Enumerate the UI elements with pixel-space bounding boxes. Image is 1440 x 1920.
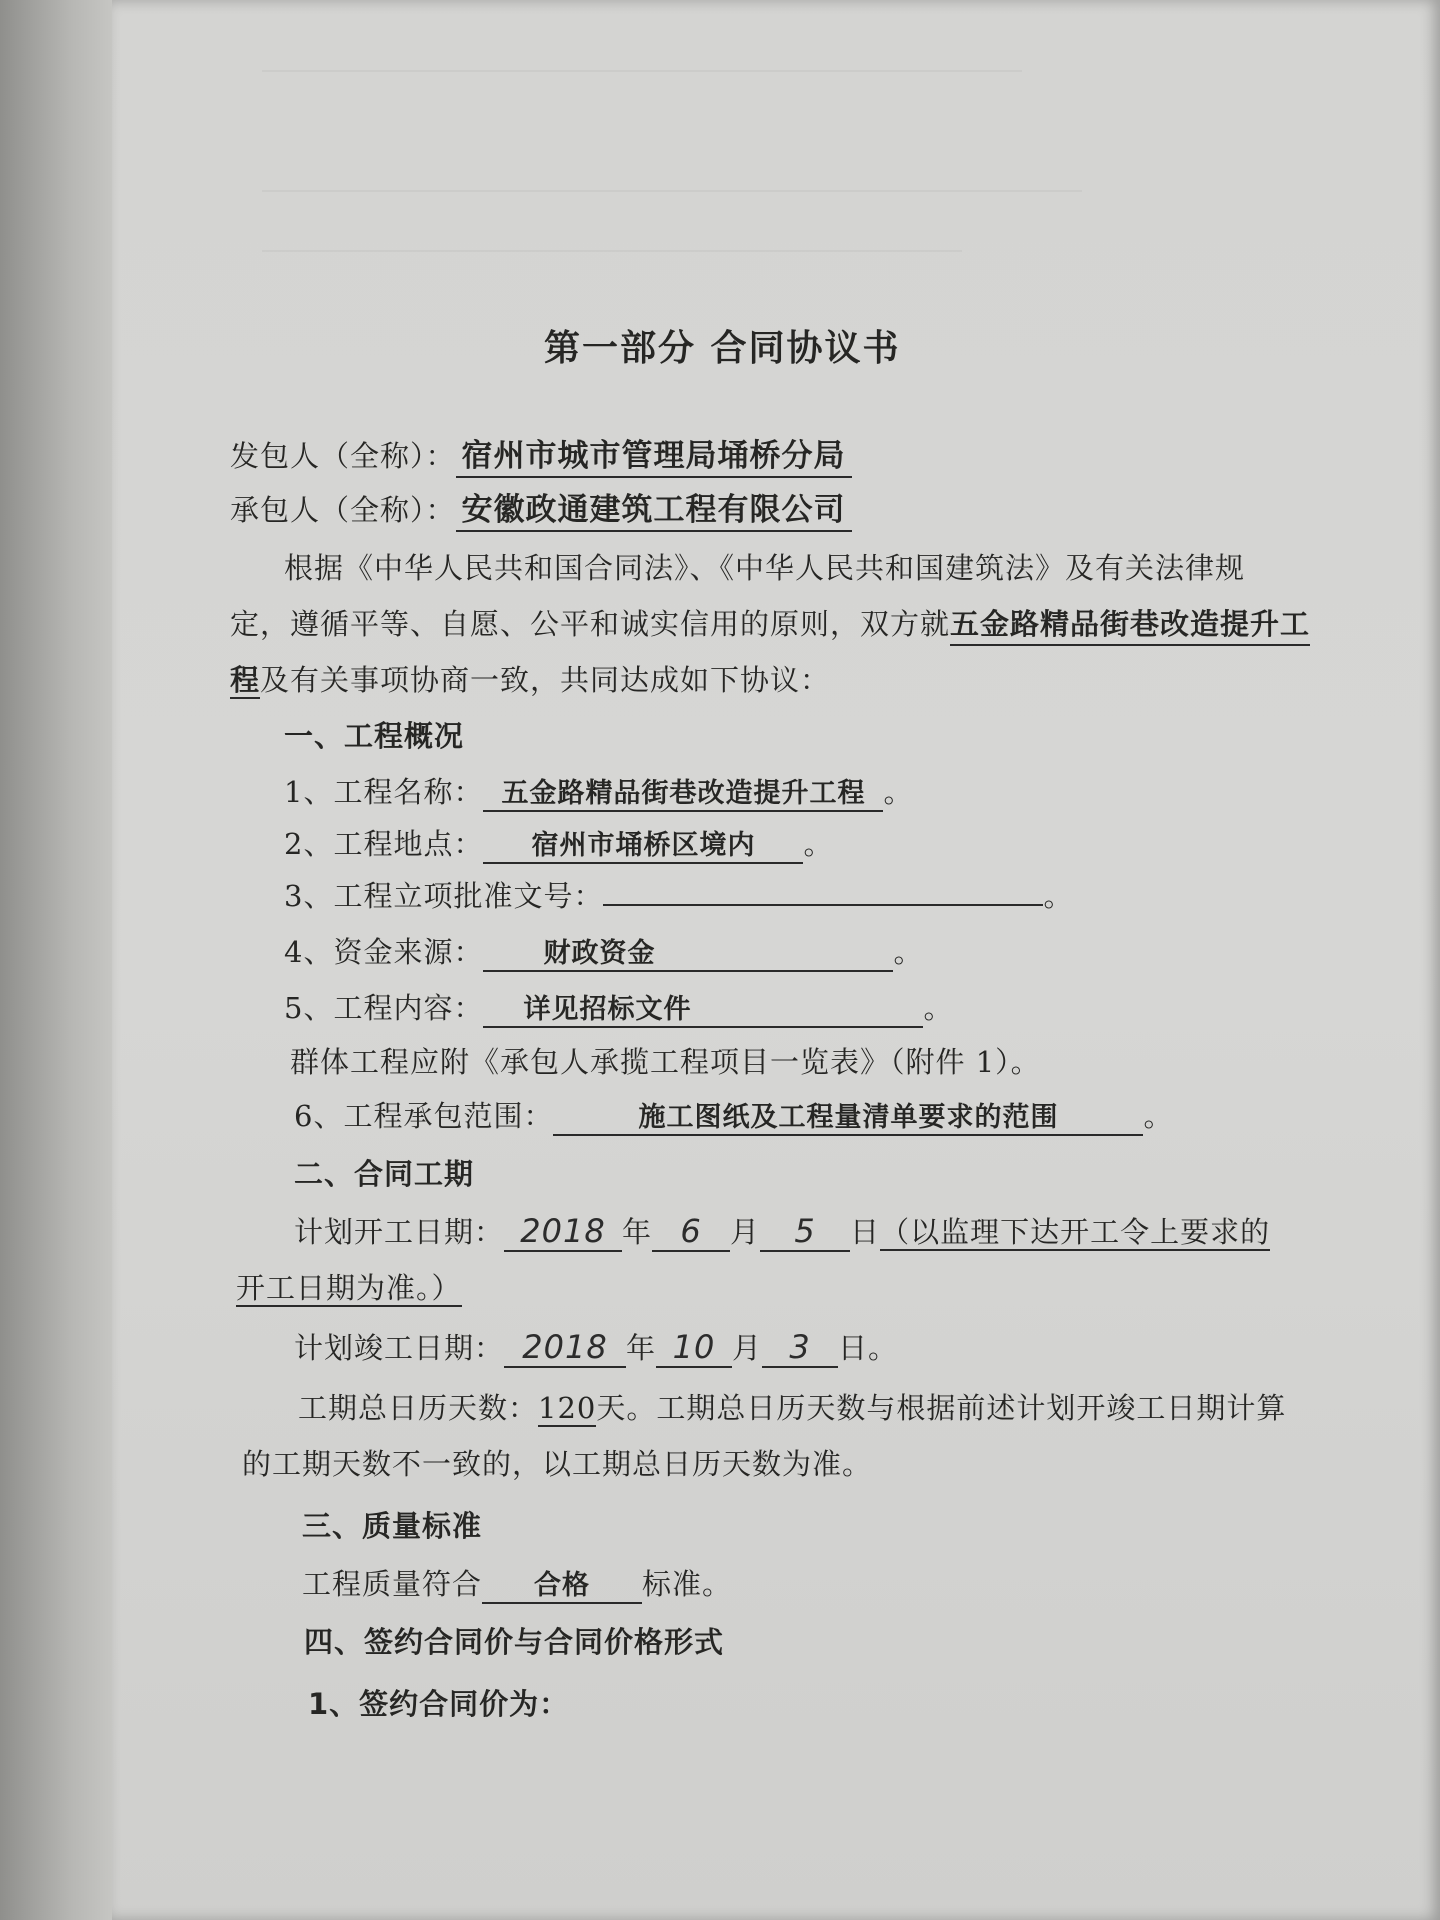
period: 。: [923, 991, 954, 1025]
end-year: 2018: [504, 1328, 626, 1368]
project-name-inline: 五金路精品街巷改造提升工: [950, 602, 1310, 646]
item-3-blank: [603, 878, 1043, 906]
item-2: [284, 822, 833, 864]
intro-line-3: [230, 658, 830, 699]
section-1-heading: 一、工程概况: [284, 719, 465, 753]
start-date-note-cont: [236, 1266, 462, 1307]
year-unit: 年: [622, 1215, 653, 1249]
item-2-label: 2、工程地点：: [284, 827, 484, 861]
item-5-label: 5、工程内容：: [284, 991, 484, 1025]
quality-tail: 标准。: [642, 1567, 733, 1601]
month-unit: 月: [732, 1331, 763, 1365]
end-day: 3: [762, 1328, 838, 1368]
document-title: 第一部分 合同协议书: [544, 328, 901, 369]
item-4-value: 财政资金: [483, 931, 893, 972]
intro-line-2: [230, 602, 1310, 646]
intro-line-3-text: 及有关事项协商一致，共同达成如下协议：: [260, 663, 831, 697]
quality-line: [302, 1562, 732, 1604]
end-date-label: 计划竣工日期：: [294, 1331, 505, 1365]
section-3-heading: 三、质量标准: [302, 1509, 483, 1543]
group-project-note: 群体工程应附《承包人承揽工程项目一览表》（附件 1）。: [290, 1045, 1041, 1079]
period: 。: [883, 775, 914, 809]
quality-label: 工程质量符合: [302, 1567, 483, 1601]
intro-line-2-text: 定，遵循平等、自愿、公平和诚实信用的原则，双方就: [230, 607, 951, 641]
bleed-through-line: [262, 70, 1022, 72]
item-3: [284, 874, 1073, 915]
period: 。: [1143, 1099, 1174, 1133]
total-days-value: 120: [538, 1391, 597, 1425]
page-gutter: [0, 0, 120, 1920]
document-page: [112, 0, 1440, 1920]
item-5-value: 详见招标文件: [483, 987, 923, 1028]
start-month: 6: [652, 1212, 730, 1252]
item-6-label: 6、工程承包范围：: [294, 1099, 554, 1133]
start-date-note-2: 开工日期为准。）: [236, 1271, 462, 1305]
total-days-label: 工期总日历天数：: [298, 1391, 539, 1425]
start-day: 5: [760, 1212, 850, 1252]
period: 。: [803, 827, 834, 861]
start-date-line: [294, 1210, 1270, 1252]
item-3-label: 3、工程立项批准文号：: [284, 879, 604, 913]
contractor-name: 安徽政通建筑工程有限公司: [456, 484, 852, 532]
employer-line: [230, 430, 852, 478]
item-1-label: 1、工程名称：: [284, 775, 484, 809]
contract-price-label: 1、签约合同价为：: [308, 1687, 570, 1721]
employer-label: 发包人（全称）：: [230, 439, 456, 473]
period: 。: [893, 935, 924, 969]
start-year: 2018: [504, 1212, 622, 1252]
project-name-inline-end: 程: [230, 663, 261, 697]
start-date-note: （以监理下达开工令上要求的: [880, 1215, 1271, 1249]
start-date-label: 计划开工日期：: [294, 1215, 505, 1249]
section-4-heading: 四、签约合同价与合同价格形式: [304, 1625, 725, 1659]
item-1-value: 五金路精品街巷改造提升工程: [483, 771, 883, 812]
item-5: [284, 986, 953, 1028]
item-1: [284, 770, 913, 812]
total-days-line-2: 的工期天数不一致的，以工期总日历天数为准。: [242, 1447, 873, 1481]
day-unit: 日: [850, 1215, 881, 1249]
section-2-heading: 二、合同工期: [294, 1157, 475, 1191]
end-date-tail: 日。: [838, 1331, 899, 1365]
total-days-text: 天。工期总日历天数与根据前述计划开竣工日期计算: [596, 1391, 1287, 1425]
item-6: [294, 1094, 1173, 1136]
contractor-line: [230, 484, 852, 532]
item-2-value: 宿州市埇桥区境内: [483, 823, 803, 864]
item-4-label: 4、资金来源：: [284, 935, 484, 969]
bleed-through-line: [262, 250, 962, 252]
employer-name: 宿州市城市管理局埇桥分局: [456, 430, 852, 478]
end-month: 10: [656, 1328, 732, 1368]
bleed-through-line: [262, 190, 1082, 192]
item-6-value: 施工图纸及工程量清单要求的范围: [553, 1095, 1143, 1136]
intro-line-1: 根据《中华人民共和国合同法》、《中华人民共和国建筑法》及有关法律规: [284, 551, 1246, 585]
contractor-label: 承包人（全称）：: [230, 493, 456, 527]
month-unit: 月: [730, 1215, 761, 1249]
quality-value: 合格: [482, 1563, 642, 1604]
total-days-line: [298, 1386, 1286, 1427]
item-4: [284, 930, 923, 972]
period: 。: [1043, 879, 1074, 913]
end-date-line: [294, 1326, 898, 1368]
year-unit: 年: [626, 1331, 657, 1365]
